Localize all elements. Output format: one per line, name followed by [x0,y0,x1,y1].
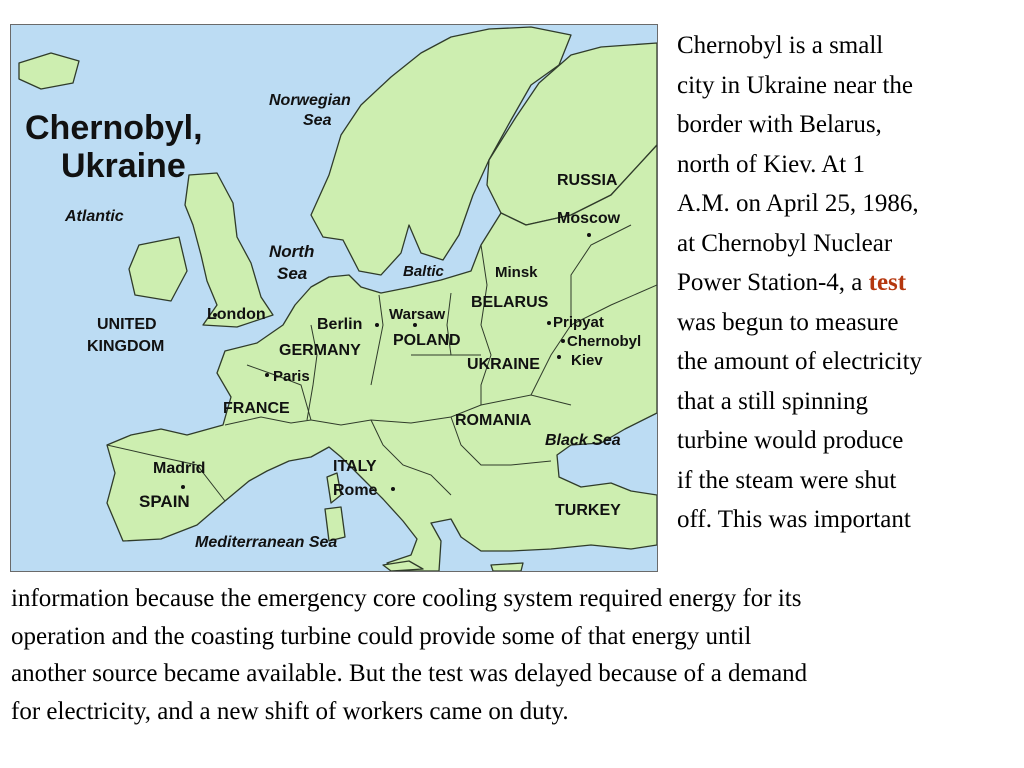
label-atlantic: Atlantic [65,208,124,225]
side-line-9: the amount of electricity [677,348,923,375]
map-graphic [11,25,657,571]
label-north-sea-1: North [269,242,315,261]
bottom-line-4: for electricity, and a new shift of workers came on duty. [11,697,569,725]
kiev-dot [557,355,561,359]
label-united-kingdom-2: KINGDOM [87,338,165,355]
label-berlin: Berlin [317,316,363,333]
side-line-2: city in Ukraine near the [677,71,914,99]
label-kiev: Kiev [571,352,603,369]
label-norwegian-sea-2: Sea [303,112,332,129]
label-france: FRANCE [223,400,290,417]
label-romania: ROMANIA [455,412,532,429]
map-title-line1: Chernobyl, [25,109,203,147]
bottom-line-2: operation and the coasting turbine could provide some of that energy until [11,622,752,650]
label-norwegian-sea-1: Norwegian [269,92,351,109]
side-line-5: A.M. on April 25, 1986, [677,190,919,217]
side-line-13: off. This was important [677,506,911,533]
side-line-7 [677,263,1017,303]
crete-shape [491,563,523,571]
side-paragraph [677,26,1017,540]
label-pripyat: Pripyat [553,314,604,331]
label-north-sea-2: Sea [277,264,308,283]
europe-map [10,24,658,572]
highlight-test-word: test [868,269,907,296]
side-line-7-text: Power Station-4, a [677,269,869,296]
label-black-sea: Black Sea [545,432,621,449]
label-turkey: TURKEY [555,502,621,519]
label-germany: GERMANY [279,342,361,359]
bottom-line-3: another source became available. But the test was delayed because of a demand [11,660,808,687]
label-chernobyl: Chernobyl [567,333,642,350]
side-line-3: border with Belarus, [677,111,882,138]
label-poland: POLAND [393,332,461,349]
side-line-1: Chernobyl is a small [677,32,884,59]
label-spain: SPAIN [139,492,190,511]
label-rome: Rome [333,482,378,499]
label-mediterranean-sea: Mediterranean Sea [195,534,338,551]
side-line-10: that a still spinning [677,387,868,415]
label-russia: RUSSIA [557,172,618,189]
label-london: London [207,306,266,323]
moscow-dot [587,233,591,237]
berlin-dot [375,323,379,327]
bottom-paragraph [11,580,1016,730]
label-baltic: Baltic [403,263,444,280]
chernobyl-dot [561,339,565,343]
side-line-4: north of Kiev. At 1 [677,150,865,178]
side-line-12: if the steam were shut [677,466,897,494]
map-title-line2: Ukraine [61,147,186,185]
label-ukraine: UKRAINE [467,356,540,373]
side-line-11: turbine would produce [677,427,904,454]
label-moscow: Moscow [557,210,621,227]
side-line-6: at Chernobyl Nuclear [677,229,893,257]
label-madrid: Madrid [153,460,206,477]
bottom-line-1: information because the emergency core cooling system required energy for its [11,585,802,612]
warsaw-dot [413,323,417,327]
label-united-kingdom-1: UNITED [97,316,157,333]
label-italy: ITALY [333,458,377,475]
pripyat-dot [547,321,551,325]
label-warsaw: Warsaw [389,306,446,323]
paris-dot [265,373,269,377]
label-belarus: BELARUS [471,294,549,311]
label-minsk: Minsk [495,264,538,281]
rome-dot [391,487,395,491]
label-paris: Paris [273,368,310,385]
side-line-8: was begun to measure [677,308,899,336]
madrid-dot [181,485,185,489]
